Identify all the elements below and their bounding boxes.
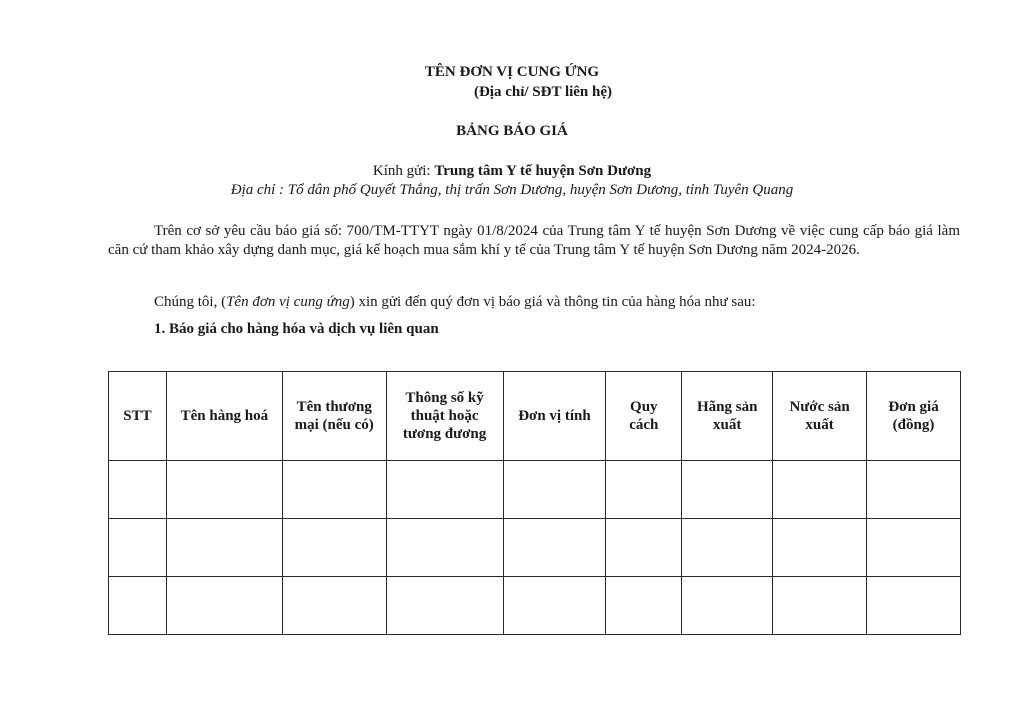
intro-text: Trên cơ sở yêu cầu báo giá số: 700/TM-TTYT ngày 01/8/2024 của Trung tâm Y tế huyện Sơn Dương về việc cung cấp báo giá làm căn cứ tham khảo xây dựng danh mục, giá kế hoạch mua sắm khí y tế của Trung tâm Y tế huyện Sơn Dương năm 2024-2026. [108, 223, 960, 258]
table-cell [606, 461, 682, 519]
table-body [109, 461, 961, 635]
column-header [773, 372, 867, 461]
table-cell [282, 577, 386, 635]
column-header-line: Tên thương [296, 399, 372, 415]
column-header-line: Thông số kỹ [405, 390, 484, 406]
column-header-line: Đơn vị tính [518, 408, 591, 424]
statement-placeholder: Tên đơn vị cung ứng [226, 294, 350, 310]
table-cell [773, 577, 867, 635]
table-cell [503, 519, 606, 577]
table-cell [867, 461, 961, 519]
section-1-title: 1. Báo giá cho hàng hóa và dịch vụ liên quan [154, 321, 439, 337]
table-cell [503, 461, 606, 519]
table-cell [166, 519, 282, 577]
table-row [109, 577, 961, 635]
table-cell [109, 519, 167, 577]
column-header [606, 372, 682, 461]
table-cell [386, 461, 503, 519]
document-title: BẢNG BÁO GIÁ [456, 123, 568, 139]
column-header-line: Đơn giá [888, 399, 939, 415]
column-header-line: thuật hoặc [410, 408, 479, 424]
recipient-name: Trung tâm Y tế huyện Sơn Dương [434, 163, 652, 179]
table-cell [503, 577, 606, 635]
table-cell [682, 519, 773, 577]
column-header-line: Nước sản [789, 399, 850, 415]
recipient-address: Địa chỉ : Tổ dân phố Quyết Thắng, thị trấn Sơn Dương, huyện Sơn Dương, tỉnh Tuyên Quang [230, 182, 794, 198]
table-cell [282, 461, 386, 519]
column-header-line: (đồng) [892, 417, 935, 433]
table-cell [773, 461, 867, 519]
table-cell [166, 461, 282, 519]
column-header-line: STT [123, 408, 152, 424]
column-header-line: xuất [805, 417, 834, 433]
column-header [282, 372, 386, 461]
table-row [109, 461, 961, 519]
table-header-row [109, 372, 961, 461]
supplier-contact: (Địa chỉ/ SĐT liên hệ) [473, 84, 613, 100]
table-cell [867, 577, 961, 635]
column-header [503, 372, 606, 461]
supplier-name: TÊN ĐƠN VỊ CUNG ỨNG [424, 64, 600, 80]
supplier-statement [154, 293, 756, 311]
table-cell [282, 519, 386, 577]
column-header [109, 372, 167, 461]
table-cell [867, 519, 961, 577]
table-cell [682, 577, 773, 635]
column-header-line: Hãng sản [696, 399, 758, 415]
table-cell [109, 577, 167, 635]
column-header [386, 372, 503, 461]
statement-start: Chúng tôi, ( [154, 294, 227, 310]
quote-table [108, 371, 961, 635]
column-header-line: mại (nếu có) [294, 417, 374, 433]
table-cell [386, 577, 503, 635]
column-header-line: xuất [713, 417, 742, 433]
column-header [867, 372, 961, 461]
recipient-prefix: Kính gửi: [372, 163, 435, 179]
table-cell [166, 577, 282, 635]
table-cell [606, 519, 682, 577]
column-header-line: Quy [630, 399, 658, 415]
table-row [109, 519, 961, 577]
table-cell [109, 461, 167, 519]
column-header-line: cách [629, 417, 659, 433]
table-cell [606, 577, 682, 635]
table-cell [773, 519, 867, 577]
statement-end: ) xin gửi đến quý đơn vị báo giá và thông tin của hàng hóa như sau: [349, 294, 756, 310]
intro-paragraph [108, 222, 960, 260]
table-cell [682, 461, 773, 519]
column-header-line: tương đương [402, 426, 487, 442]
recipient-line [0, 162, 1024, 180]
column-header [166, 372, 282, 461]
column-header-line: Tên hàng hoá [180, 408, 269, 424]
table-cell [386, 519, 503, 577]
column-header [682, 372, 773, 461]
